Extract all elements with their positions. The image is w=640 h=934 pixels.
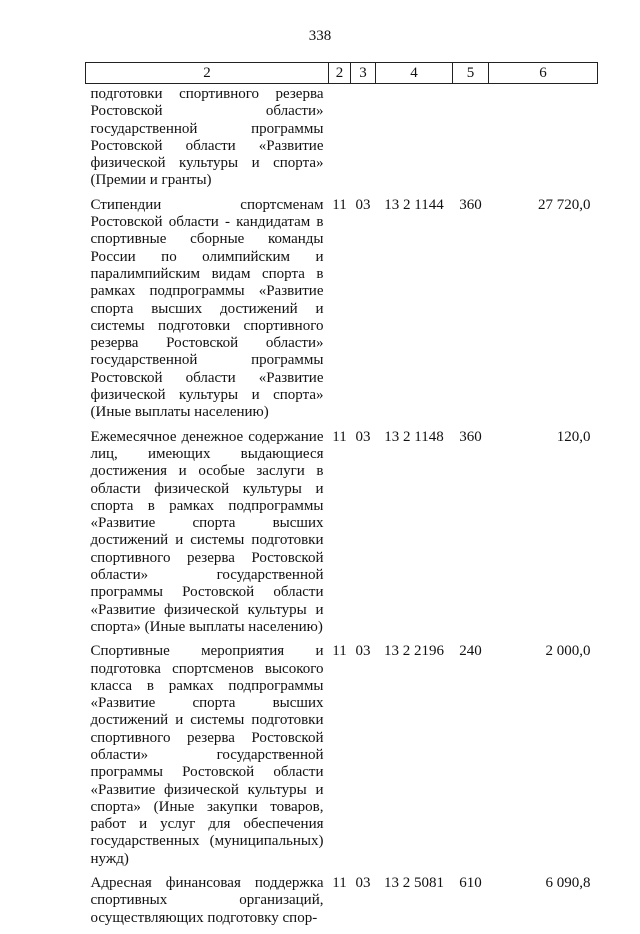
row-subsection: 03: [355, 875, 371, 892]
header-col-target: 4: [376, 63, 453, 84]
row-section: 11: [332, 196, 347, 213]
row-subsection: 03: [355, 643, 371, 660]
row-section: 11: [332, 643, 347, 660]
row-target: 13 2 1144: [384, 196, 444, 213]
budget-table: [85, 62, 598, 934]
header-col-amount: 6: [489, 63, 598, 84]
row-subsection: 03: [355, 428, 371, 445]
row-expense-type: 610: [459, 875, 482, 892]
row-section: 11: [332, 875, 347, 892]
row-target: [376, 84, 453, 197]
page-number: 338: [308, 28, 332, 44]
table-row: [86, 429, 598, 644]
row-description: Стипендии спортсменам Ростовской области - кандидатам в спортивные сборные команды России по олимпийским и паралимпийским видам спорта в рамках подпрограммы «Развитие спорта высших достижений и системы подготовки спортивного резерва Ростовской области» государственной программы Ростовской области «Развитие физической культуры и спорта» (Иные выплаты населению): [90, 196, 324, 421]
table-row: [86, 643, 598, 875]
header-col-subsection: 3: [351, 63, 376, 84]
row-subsection: 03: [355, 196, 371, 213]
table-row: [86, 197, 598, 429]
row-expense-type: 360: [459, 428, 482, 445]
row-target: 13 2 2196: [384, 643, 444, 660]
row-expense-type: 360: [459, 196, 482, 213]
table-row: [86, 84, 598, 197]
row-amount: 27 720,0: [538, 196, 591, 213]
row-description: Ежемесячное денежное содержание лиц, имеющих выдающиеся достижения и особые заслуги в области физической культуры и спорта в рамках подпрограммы «Развитие спорта высших достижений и системы подготовки спортивного резерва Ростовской области» государственной программы Ростовской области «Развитие физической культуры и спорта» (Иные выплаты населению): [90, 428, 324, 635]
row-expense-type: 240: [459, 643, 482, 660]
row-amount: 120,0: [556, 428, 591, 445]
table-body: [86, 84, 598, 934]
row-expense-type: [453, 84, 489, 197]
row-amount: [489, 84, 598, 197]
header-col-expense-type: 5: [453, 63, 489, 84]
row-amount: 2 000,0: [545, 643, 591, 660]
row-section: [329, 84, 351, 197]
row-subsection: [351, 84, 376, 197]
row-description: Адресная финансовая поддержка спортивных организаций, осуществляющих подготовку спор-: [90, 875, 324, 926]
row-description: Спортивные мероприятия и подготовка спортсменов высокого класса в рамках подпрограммы «Развитие спорта высших достижений и системы подготовки спортивного резерва Ростовской области» государственной программы Ростовской области «Развитие физической культуры и спорта» (Иные закупки товаров, работ и услуг для обеспечения государственных (муниципальных) нужд): [90, 643, 324, 867]
table-header: [86, 63, 598, 84]
header-col-description: 2: [86, 63, 329, 84]
row-target: 13 2 1148: [384, 428, 444, 445]
row-section: 11: [332, 428, 347, 445]
row-amount: 6 090,8: [545, 875, 591, 892]
row-target: 13 2 5081: [384, 875, 444, 892]
header-col-section: 2: [329, 63, 351, 84]
row-description: подготовки спортивного резерва Ростовской области» государственной программы Ростовской области «Развитие физической культуры и спорта» (Премии и гранты): [90, 86, 324, 189]
